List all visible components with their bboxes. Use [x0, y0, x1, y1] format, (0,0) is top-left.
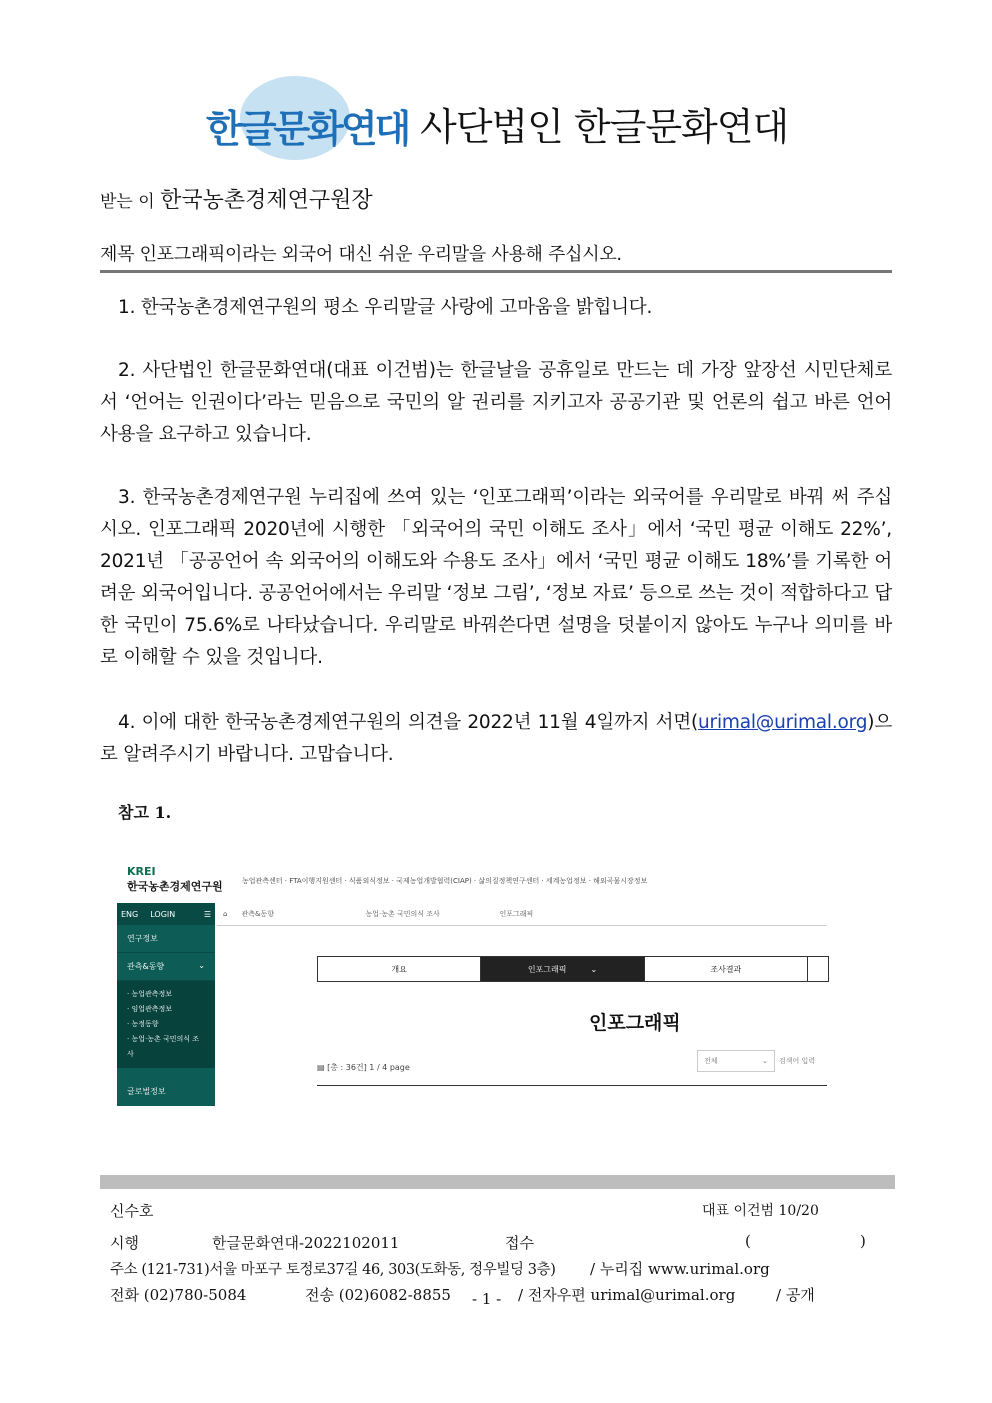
krei-name: 한국농촌경제연구원	[127, 880, 223, 893]
receive-paren-open: (	[745, 1232, 751, 1250]
sidebar-top	[117, 903, 215, 925]
recipient-name: 한국농촌경제연구원장	[160, 188, 373, 213]
phone: 전화 (02)780-5084	[110, 1286, 247, 1304]
sidebar-sub-item[interactable]: · 농업·농촌 국민의식 조사	[127, 1035, 199, 1058]
eng-link[interactable]: ENG	[121, 909, 139, 919]
breadcrumb-1[interactable]: 관측&동향	[241, 910, 274, 918]
search-input[interactable]: 검색어 입력	[779, 1057, 816, 1065]
breadcrumb	[217, 903, 827, 926]
paragraph-4	[100, 707, 892, 771]
paragraph-1: 1. 한국농촌경제연구원의 평소 우리말글 사랑에 고마움을 밝힙니다.	[118, 297, 653, 318]
tab-infographic-label: 인포그래픽	[527, 964, 567, 974]
org-logo	[200, 76, 409, 160]
sidebar	[117, 903, 215, 1106]
result-count-text: [총 : 36건] 1 / 4 page	[327, 1063, 410, 1072]
sidebar-item-outlook[interactable]	[117, 953, 215, 981]
tab-bar	[317, 956, 829, 982]
address: 주소 (121-731)서울 마포구 토정로37길 46, 303(도화동, 정우빌딩 3층)	[110, 1262, 556, 1278]
exec-value: 한글문화연대-2022102011	[212, 1234, 400, 1252]
embedded-screenshot	[117, 860, 827, 1108]
email: / 전자우편 urimal@urimal.org	[518, 1286, 736, 1304]
paragraph-2: 2. 사단법인 한글문화연대(대표 이건범)는 한글날을 공휴일로 만드는 데 가장 앞장선 시민단체로서 ‘언어는 인권이다’라는 믿음으로 국민의 알 권리를 지키고자 공공기관 및 언론의 쉽고 바른 언어 사용을 요구하고 있습니다.	[100, 360, 892, 445]
tab-overview[interactable]: 개요	[318, 957, 481, 981]
document-icon: ▤	[317, 1063, 328, 1072]
logo-text: 한글문화연대	[206, 107, 409, 151]
page-title: 인포그래픽	[589, 1012, 681, 1034]
sidebar-item-research[interactable]: 연구정보	[117, 925, 215, 953]
result-count	[317, 1062, 410, 1073]
public-status: / 공개	[776, 1286, 815, 1304]
signature-line: 대표 이건범 10/20	[702, 1203, 819, 1219]
sidebar-sub-item[interactable]: · 농업관측정보	[127, 990, 173, 998]
login-link[interactable]: LOGIN	[150, 909, 176, 919]
tab-results[interactable]: 조사결과	[645, 957, 808, 981]
sidebar-submenu	[117, 981, 215, 1068]
subject-line: 제목 인포그래픽이라는 외국어 대신 쉬운 우리말을 사용해 주십시오.	[100, 244, 622, 265]
recipient-line	[100, 183, 373, 214]
header-divider	[100, 270, 892, 273]
recipient-label: 받는 이	[100, 192, 155, 212]
fax: 전송 (02)6082-8855	[305, 1286, 451, 1304]
tab-extra[interactable]	[808, 957, 828, 981]
sidebar-sub-item[interactable]: · 농정동향	[127, 1020, 159, 1028]
paragraph-4-before: 4. 이에 대한 한국농촌경제연구원의 의견을 2022년 11월 4일까지 서면(	[118, 712, 699, 733]
top-nav[interactable]: 농업관측센터 · FTA이행지원센터 · 식품외식정보 · 국제농업개발협력(CIAP) · 삶의질정책연구센터 · 세계농업정보 · 해외곡물시장정보	[242, 877, 648, 885]
sidebar-item-outlook-label: 관측&동향	[127, 962, 165, 971]
filter-value: 전체	[704, 1057, 718, 1065]
chevron-down-icon: ⌄	[762, 1057, 768, 1065]
receive-label: 접수	[505, 1234, 534, 1252]
breadcrumb-3[interactable]: 인포그래픽	[499, 910, 534, 918]
sidebar-item-global[interactable]: 글로벌정보	[127, 1087, 166, 1096]
sidebar-sub-item[interactable]: · 임업관측정보	[127, 1005, 173, 1013]
approver: 신수호	[110, 1202, 154, 1220]
page-number: - 1 -	[472, 1290, 502, 1308]
paragraph-4-after: )으로 알려주시기 바랍니다. 고맙습니다.	[100, 712, 892, 765]
org-title: 사단법인 한글문화연대	[420, 105, 789, 149]
website: / 누리집 www.urimal.org	[590, 1260, 770, 1278]
krei-logo: KREI	[127, 865, 156, 878]
list-divider	[317, 1085, 827, 1086]
reference-label: 참고 1.	[118, 803, 172, 822]
paragraph-3: 3. 한국농촌경제연구원 누리집에 쓰여 있는 ‘인포그래픽’이라는 외국어를 우리말로 바꿔 써 주십시오. 인포그래픽 2020년에 시행한 「외국어의 국민 이해도 조사」에서 ‘국민 평균 이해도 22%’, 2021년 「공공언어 속 외국어의 이해도와 수용도 조사」에서 ‘국민 평균 이해도 18%’를 기록한 어려운 외국어입니다. 공공언어에서는 우리말 ‘정보 그림’, ‘정보 자료’ 등으로 쓰는 것이 적합하다고 답한 국민이 75.6%로 나타났습니다. 우리말로 바꿔쓴다면 설명을 덧붙이지 않아도 누구나 의미를 바로 이해할 수 있을 것입니다.	[100, 487, 892, 668]
receive-paren-close: )	[860, 1232, 866, 1250]
chevron-down-icon: ⌄	[590, 964, 598, 974]
footer-divider	[100, 1175, 895, 1189]
tab-infographic[interactable]	[481, 957, 644, 981]
filter-select[interactable]	[697, 1050, 775, 1072]
breadcrumb-2[interactable]: 농업·농촌 국민의식 조사	[365, 910, 440, 918]
exec-label: 시행	[110, 1234, 139, 1252]
email-link[interactable]: urimal@urimal.org	[698, 712, 868, 733]
menu-icon[interactable]: ☰	[203, 909, 211, 919]
chevron-down-icon: ⌄	[198, 961, 205, 970]
home-icon[interactable]: ⌂	[223, 910, 228, 918]
